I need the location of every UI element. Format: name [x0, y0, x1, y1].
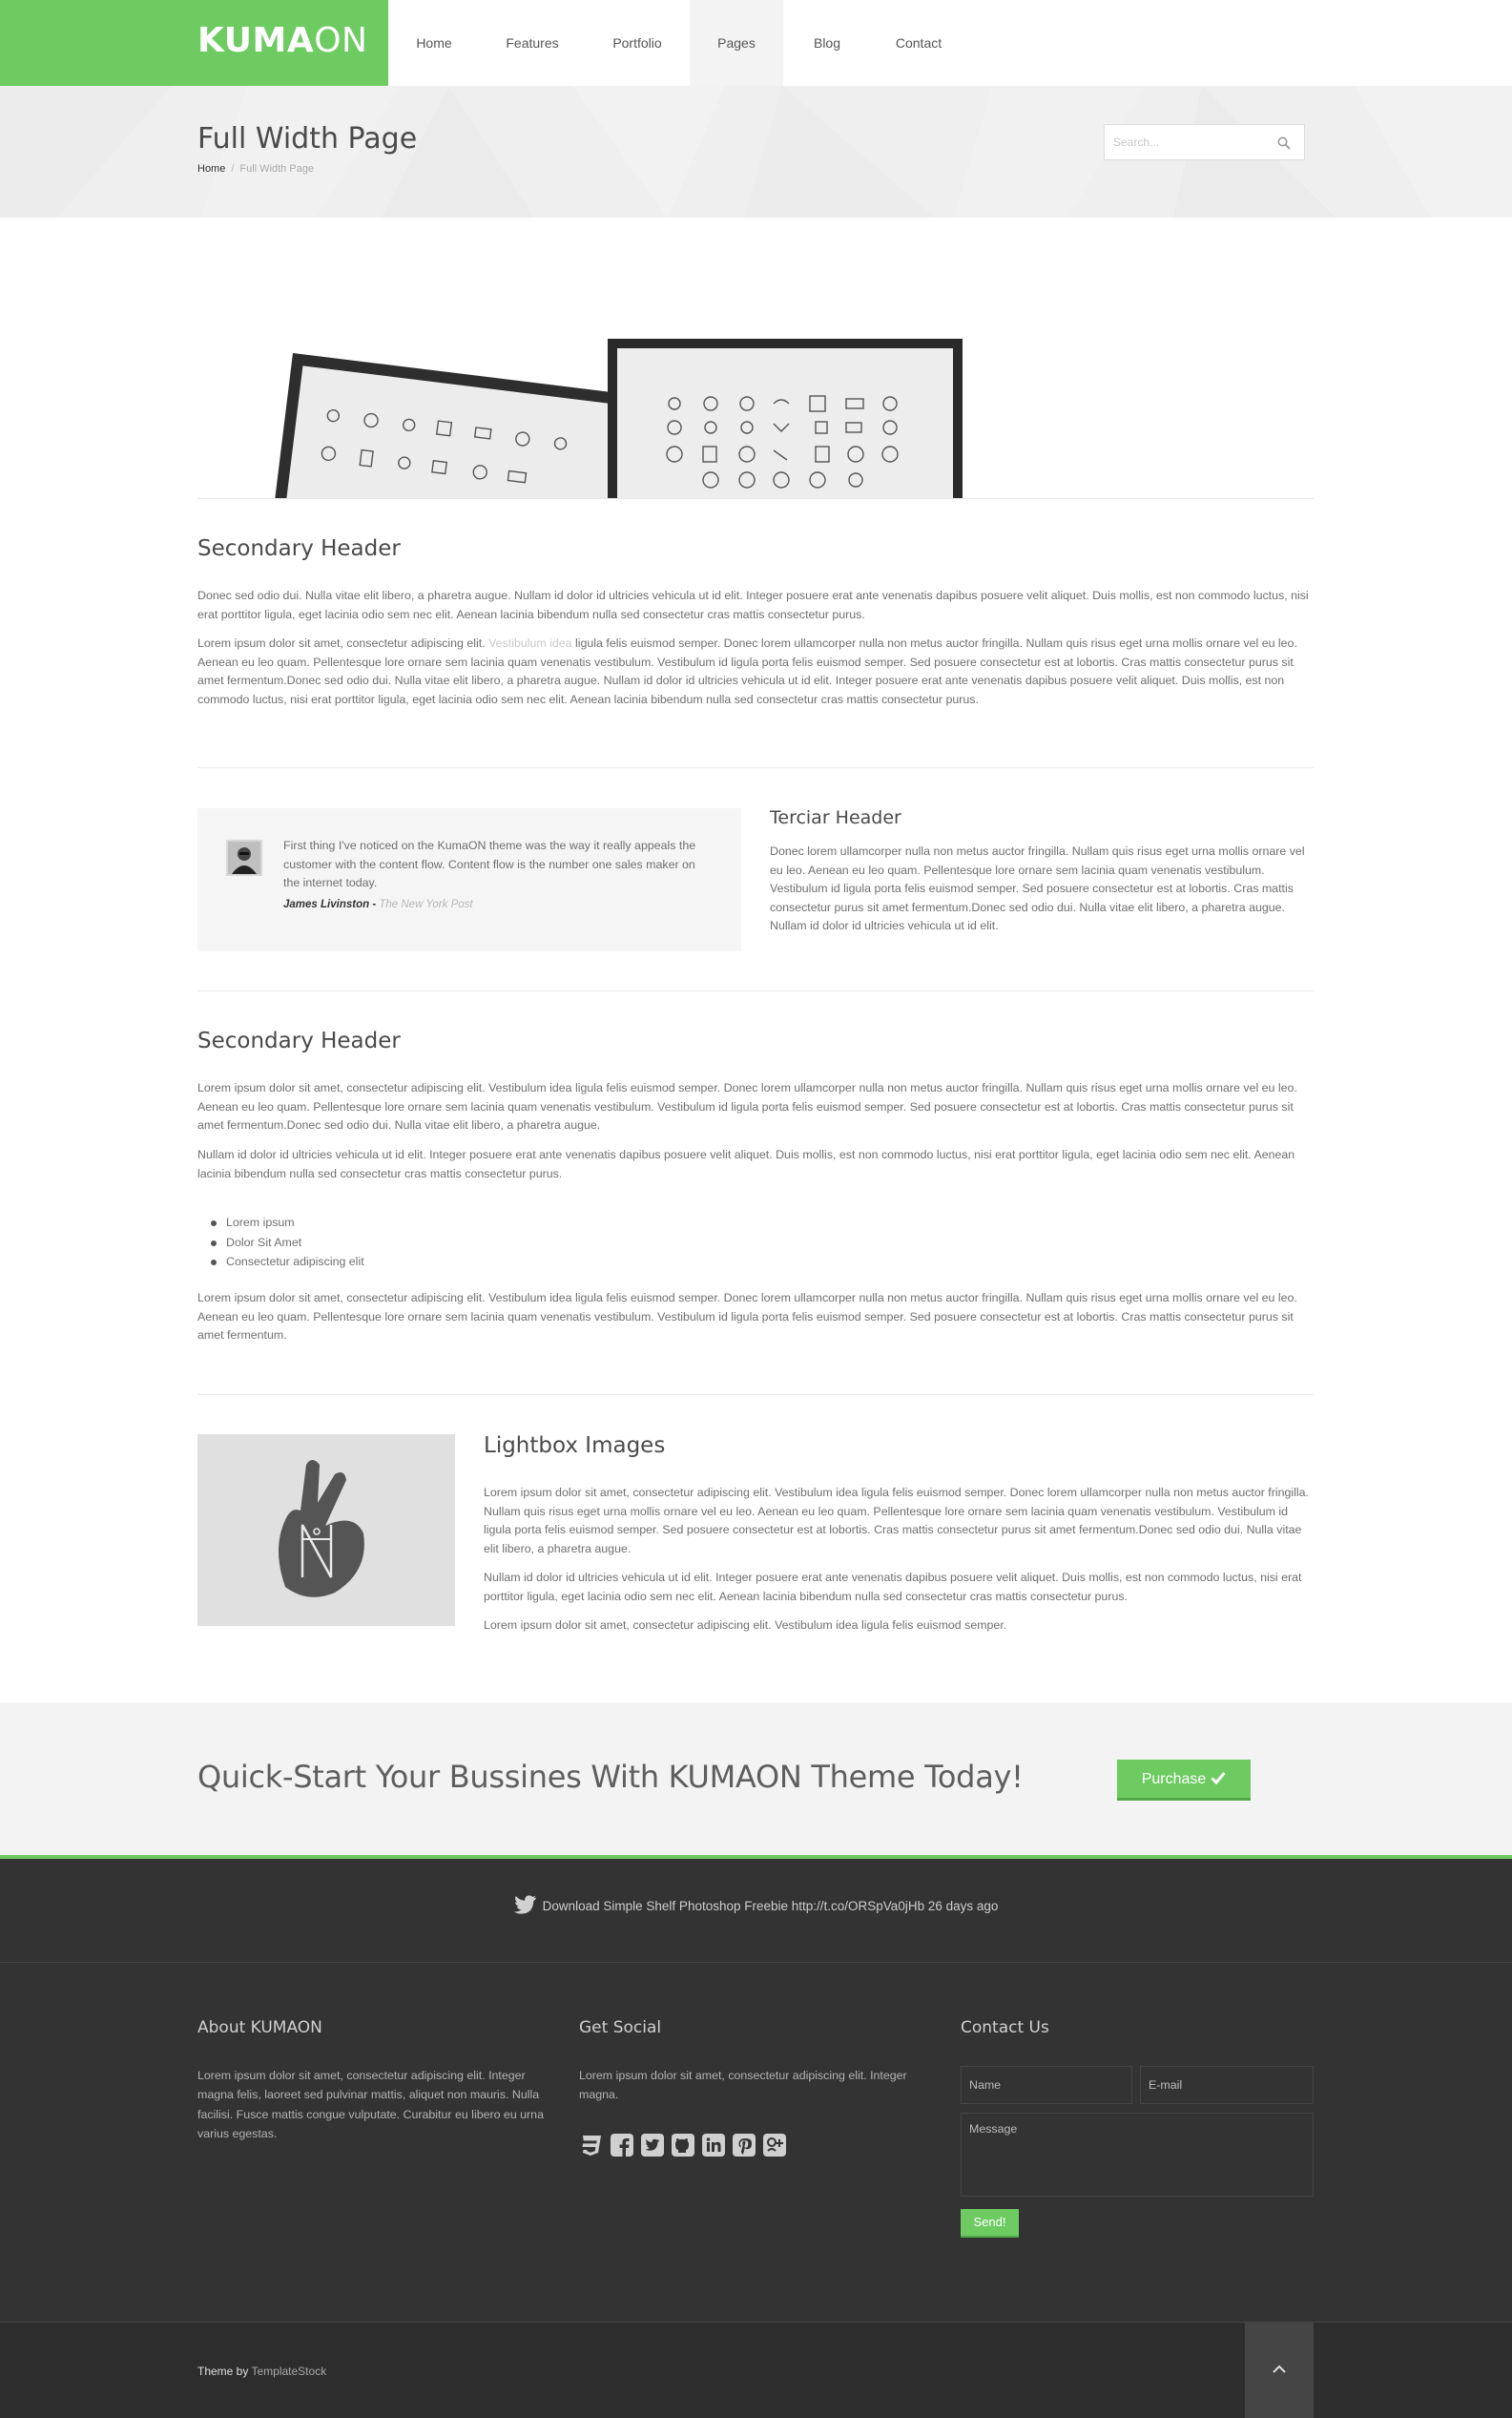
back-to-top-button[interactable]	[1245, 2323, 1314, 2418]
author-name: James Livinston	[283, 899, 370, 910]
author-source: The New York Post	[379, 899, 473, 910]
search-icon[interactable]	[1276, 135, 1292, 151]
vestibulum-link[interactable]: Vestibulum idea	[488, 636, 572, 650]
latest-tweet-band	[0, 1859, 1512, 1963]
site-header	[0, 0, 1512, 86]
email-field[interactable]	[1140, 2066, 1314, 2104]
tweet-text[interactable]: Download Simple Shelf Photoshop Freebie http://t.co/ORSpVa0jHb 26 days ago	[542, 1899, 999, 1913]
testimonial-quote: First thing I've noticed on the KumaON theme was the way it really appeals the customer with the content flow. Content flow is the number one sales maker on the internet today.	[283, 839, 696, 890]
footer-social-heading: Get Social	[579, 2018, 662, 2037]
lightbox-image[interactable]	[197, 1434, 455, 1626]
hand-photo	[197, 1434, 455, 1626]
lightbox-paragraph-3: Lorem ipsum dolor sit amet, consectetur adipiscing elit. Vestibulum idea ligula felis euismod semper.	[484, 1618, 1007, 1632]
section2-paragraph-2: Nullam id dolor id ultricies vehicula ut id elit. Integer posuere erat ante venenatis dapibus posuere velit aliquet. Duis mollis, est non commodo luctus, nisi erat porttitor ligula, eget lacinia odio sem nec elit. Aenean lacinia bibendum nulla sed consectetur cras mattis consectetur purus.	[197, 1148, 1295, 1180]
page-title-band	[0, 86, 1512, 218]
section2-heading: Secondary Header	[197, 1029, 401, 1053]
facebook-icon[interactable]	[610, 2133, 634, 2157]
check-icon	[1211, 1771, 1226, 1784]
section2-paragraph-1: Lorem ipsum dolor sit amet, consectetur adipiscing elit. Vestibulum idea ligula felis euismod semper. Donec lorem ullamcorper nulla non metus auctor fringilla. Nullam quis risus eget urna mollis ornare vel eu leo. Aenean eu leo quam. Pellentesque lore ornare sem lacinia quam venenatis vestibulum. Vestibulum id ligula porta felis euismod semper. Sed posuere consectetur est at lobortis. Cras mattis consectetur purus sit amet fermentum.Donec sed odio dui. Nulla vitae elit libero, a pharetra augue.	[197, 1081, 1297, 1133]
send-button[interactable]: Send!	[961, 2209, 1019, 2238]
nav-item-blog[interactable]: Blog	[813, 35, 841, 51]
social-icons	[579, 2133, 787, 2157]
credits-prefix: Theme by	[197, 2365, 252, 2378]
list-item: Dolor Sit Amet	[226, 1233, 364, 1253]
framed-icons-illustration	[197, 324, 1314, 499]
pinterest-icon[interactable]	[732, 2133, 756, 2157]
footer-social-text: Lorem ipsum dolor sit amet, consectetur adipiscing elit. Integer magna.	[579, 2069, 907, 2102]
breadcrumb	[197, 163, 314, 175]
search-input[interactable]	[1105, 125, 1267, 159]
github-icon[interactable]	[671, 2133, 695, 2157]
search-box	[1104, 124, 1305, 160]
chevron-up-icon	[1272, 2365, 1287, 2374]
breadcrumb-separator: /	[231, 163, 235, 175]
lightbox-heading: Lightbox Images	[484, 1433, 666, 1458]
purchase-button-label: Purchase	[1141, 1771, 1207, 1787]
bottom-bar	[0, 2322, 1512, 2418]
css3-icon[interactable]	[579, 2133, 604, 2157]
nav-item-features[interactable]: Features	[506, 35, 559, 51]
section1-p2-text-rest: ligula felis euismod semper. Donec lorem ullamcorper nulla non metus auctor fringilla. Nullam quis risus eget urna mollis ornare vel eu leo. Aenean eu leo quam. Pellentesque lore ornare sem lacinia quam venenatis vestibulum. Vestibulum id ligula porta felis euismod semper. Sed posuere consectetur est at lobortis. Cras mattis consectetur purus sit amet fermentum.Donec sed odio dui. Nulla vitae elit libero, a pharetra augue. Nullam id dolor id ultricies vehicula ut id elit. Integer posuere erat ante venenatis dapibus posuere velit aliquet. Duis mollis, est non commodo luctus, nisi erat porttitor ligula, eget lacinia odio sem nec elit. Aenean lacinia bibendum nulla sed consectetur cras mattis consectetur purus.	[197, 636, 1297, 706]
footer-contact-heading: Contact Us	[961, 2018, 1049, 2037]
main-nav	[388, 0, 966, 86]
list-item: Consectetur adipiscing elit	[226, 1252, 364, 1272]
purchase-button[interactable]	[1117, 1760, 1251, 1801]
tertiary-paragraph: Donec lorem ullamcorper nulla non metus auctor fringilla. Nullam quis risus eget urna mollis ornare vel eu leo. Aenean eu leo quam. Pellentesque lore ornare sem lacinia quam venenatis vestibulum. Vestibulum id ligula porta felis euismod semper. Sed posuere consectetur est at lobortis. Cras mattis consectetur purus sit amet fermentum.Donec sed odio dui. Nulla vitae elit libero, a pharetra augue. Nullam id dolor id ultricies vehicula ut id elit.	[770, 844, 1305, 933]
list-item: Lorem ipsum	[226, 1213, 364, 1233]
logo-text: KUMAON	[197, 21, 368, 60]
footer-about-heading: About KUMAON	[197, 2018, 322, 2037]
author-separator: -	[369, 899, 380, 910]
name-field[interactable]	[961, 2066, 1132, 2104]
google-plus-icon[interactable]	[762, 2133, 787, 2157]
tertiary-heading: Terciar Header	[770, 807, 901, 828]
avatar	[226, 840, 262, 876]
breadcrumb-current: Full Width Page	[239, 163, 315, 175]
lightbox-paragraph-2: Nullam id dolor id ultricies vehicula ut id elit. Integer posuere erat ante venenatis dapibus posuere velit aliquet. Duis mollis, est non commodo luctus, nisi erat porttitor ligula, eget lacinia odio sem nec elit. Aenean lacinia bibendum nulla sed consectetur cras mattis consectetur purus.	[484, 1571, 1302, 1603]
message-field[interactable]	[961, 2113, 1314, 2197]
section1-p2-text: Lorem ipsum dolor sit amet, consectetur adipiscing elit.	[197, 636, 489, 650]
templatestock-link[interactable]: TemplateStock	[251, 2365, 327, 2378]
bullet-list	[226, 1213, 364, 1272]
section1-heading: Secondary Header	[197, 536, 401, 561]
latest-tweet	[0, 1899, 1512, 1914]
logo[interactable]	[0, 0, 388, 86]
breadcrumb-home-link[interactable]: Home	[197, 163, 226, 175]
section1-paragraph-1: Donec sed odio dui. Nulla vitae elit libero, a pharetra augue. Nullam id dolor id ultricies vehicula ut id elit. Integer posuere erat ante venenatis dapibus posuere velit aliquet. Duis mollis, est non commodo luctus, nisi erat porttitor ligula, eget lacinia odio sem nec elit. Aenean lacinia bibendum nulla sed consectetur cras mattis consectetur purus.	[197, 589, 1309, 621]
section-divider	[197, 1394, 1314, 1395]
twitter-icon[interactable]	[640, 2133, 665, 2157]
section1-paragraph-2	[197, 635, 1314, 709]
section-divider	[197, 990, 1314, 991]
lightbox-paragraph-1: Lorem ipsum dolor sit amet, consectetur adipiscing elit. Vestibulum idea ligula felis euismod semper. Donec lorem ullamcorper nulla non metus auctor fringilla. Nullam quis risus eget urna mollis ornare vel eu leo. Aenean eu leo quam. Pellentesque lore ornare sem lacinia quam venenatis vestibulum. Vestibulum id ligula porta felis euismod semper. Sed posuere consectetur est at lobortis. Cras mattis consectetur purus sit amet fermentum.Donec sed odio dui. Nulla vitae elit libero, a pharetra augue.	[484, 1486, 1310, 1555]
nav-item-contact[interactable]: Contact	[895, 35, 942, 51]
footer-about-text: Lorem ipsum dolor sit amet, consectetur adipiscing elit. Integer magna felis, laoreet sed pulvinar mattis, aliquet non mauris. Nulla facilisi. Fusce mattis congue vulputate. Curabitur eu libero eu urna varius egestas.	[197, 2069, 544, 2140]
testimonial-box	[197, 808, 741, 951]
nav-item-pages[interactable]: Pages	[690, 0, 783, 86]
section-divider	[197, 767, 1314, 768]
linkedin-icon[interactable]	[701, 2133, 726, 2157]
twitter-bird-icon	[514, 1895, 537, 1914]
hero-divider	[197, 498, 1314, 499]
site-footer	[0, 1963, 1512, 2322]
email-placeholder: E-mail	[1149, 2078, 1183, 2092]
page-title: Full Width Page	[197, 122, 418, 156]
credits	[197, 2365, 326, 2378]
name-placeholder: Name	[969, 2078, 1002, 2092]
cta-text: Quick-Start Your Bussines With KUMAON Theme Today!	[197, 1759, 1024, 1795]
testimonial-author	[283, 899, 473, 910]
call-to-action-band	[0, 1702, 1512, 1859]
message-placeholder: Message	[969, 2122, 1018, 2136]
nav-item-portfolio[interactable]: Portfolio	[612, 35, 662, 51]
hero-image-frames	[197, 324, 1314, 499]
section2-paragraph-3: Lorem ipsum dolor sit amet, consectetur adipiscing elit. Vestibulum idea ligula felis euismod semper. Donec lorem ullamcorper nulla non metus auctor fringilla. Nullam quis risus eget urna mollis ornare vel eu leo. Aenean eu leo quam. Pellentesque lore ornare sem lacinia quam venenatis vestibulum. Vestibulum id ligula porta felis euismod semper. Sed posuere consectetur est at lobortis. Cras mattis consectetur purus sit amet fermentum.	[197, 1291, 1297, 1343]
nav-item-home[interactable]: Home	[416, 35, 452, 51]
